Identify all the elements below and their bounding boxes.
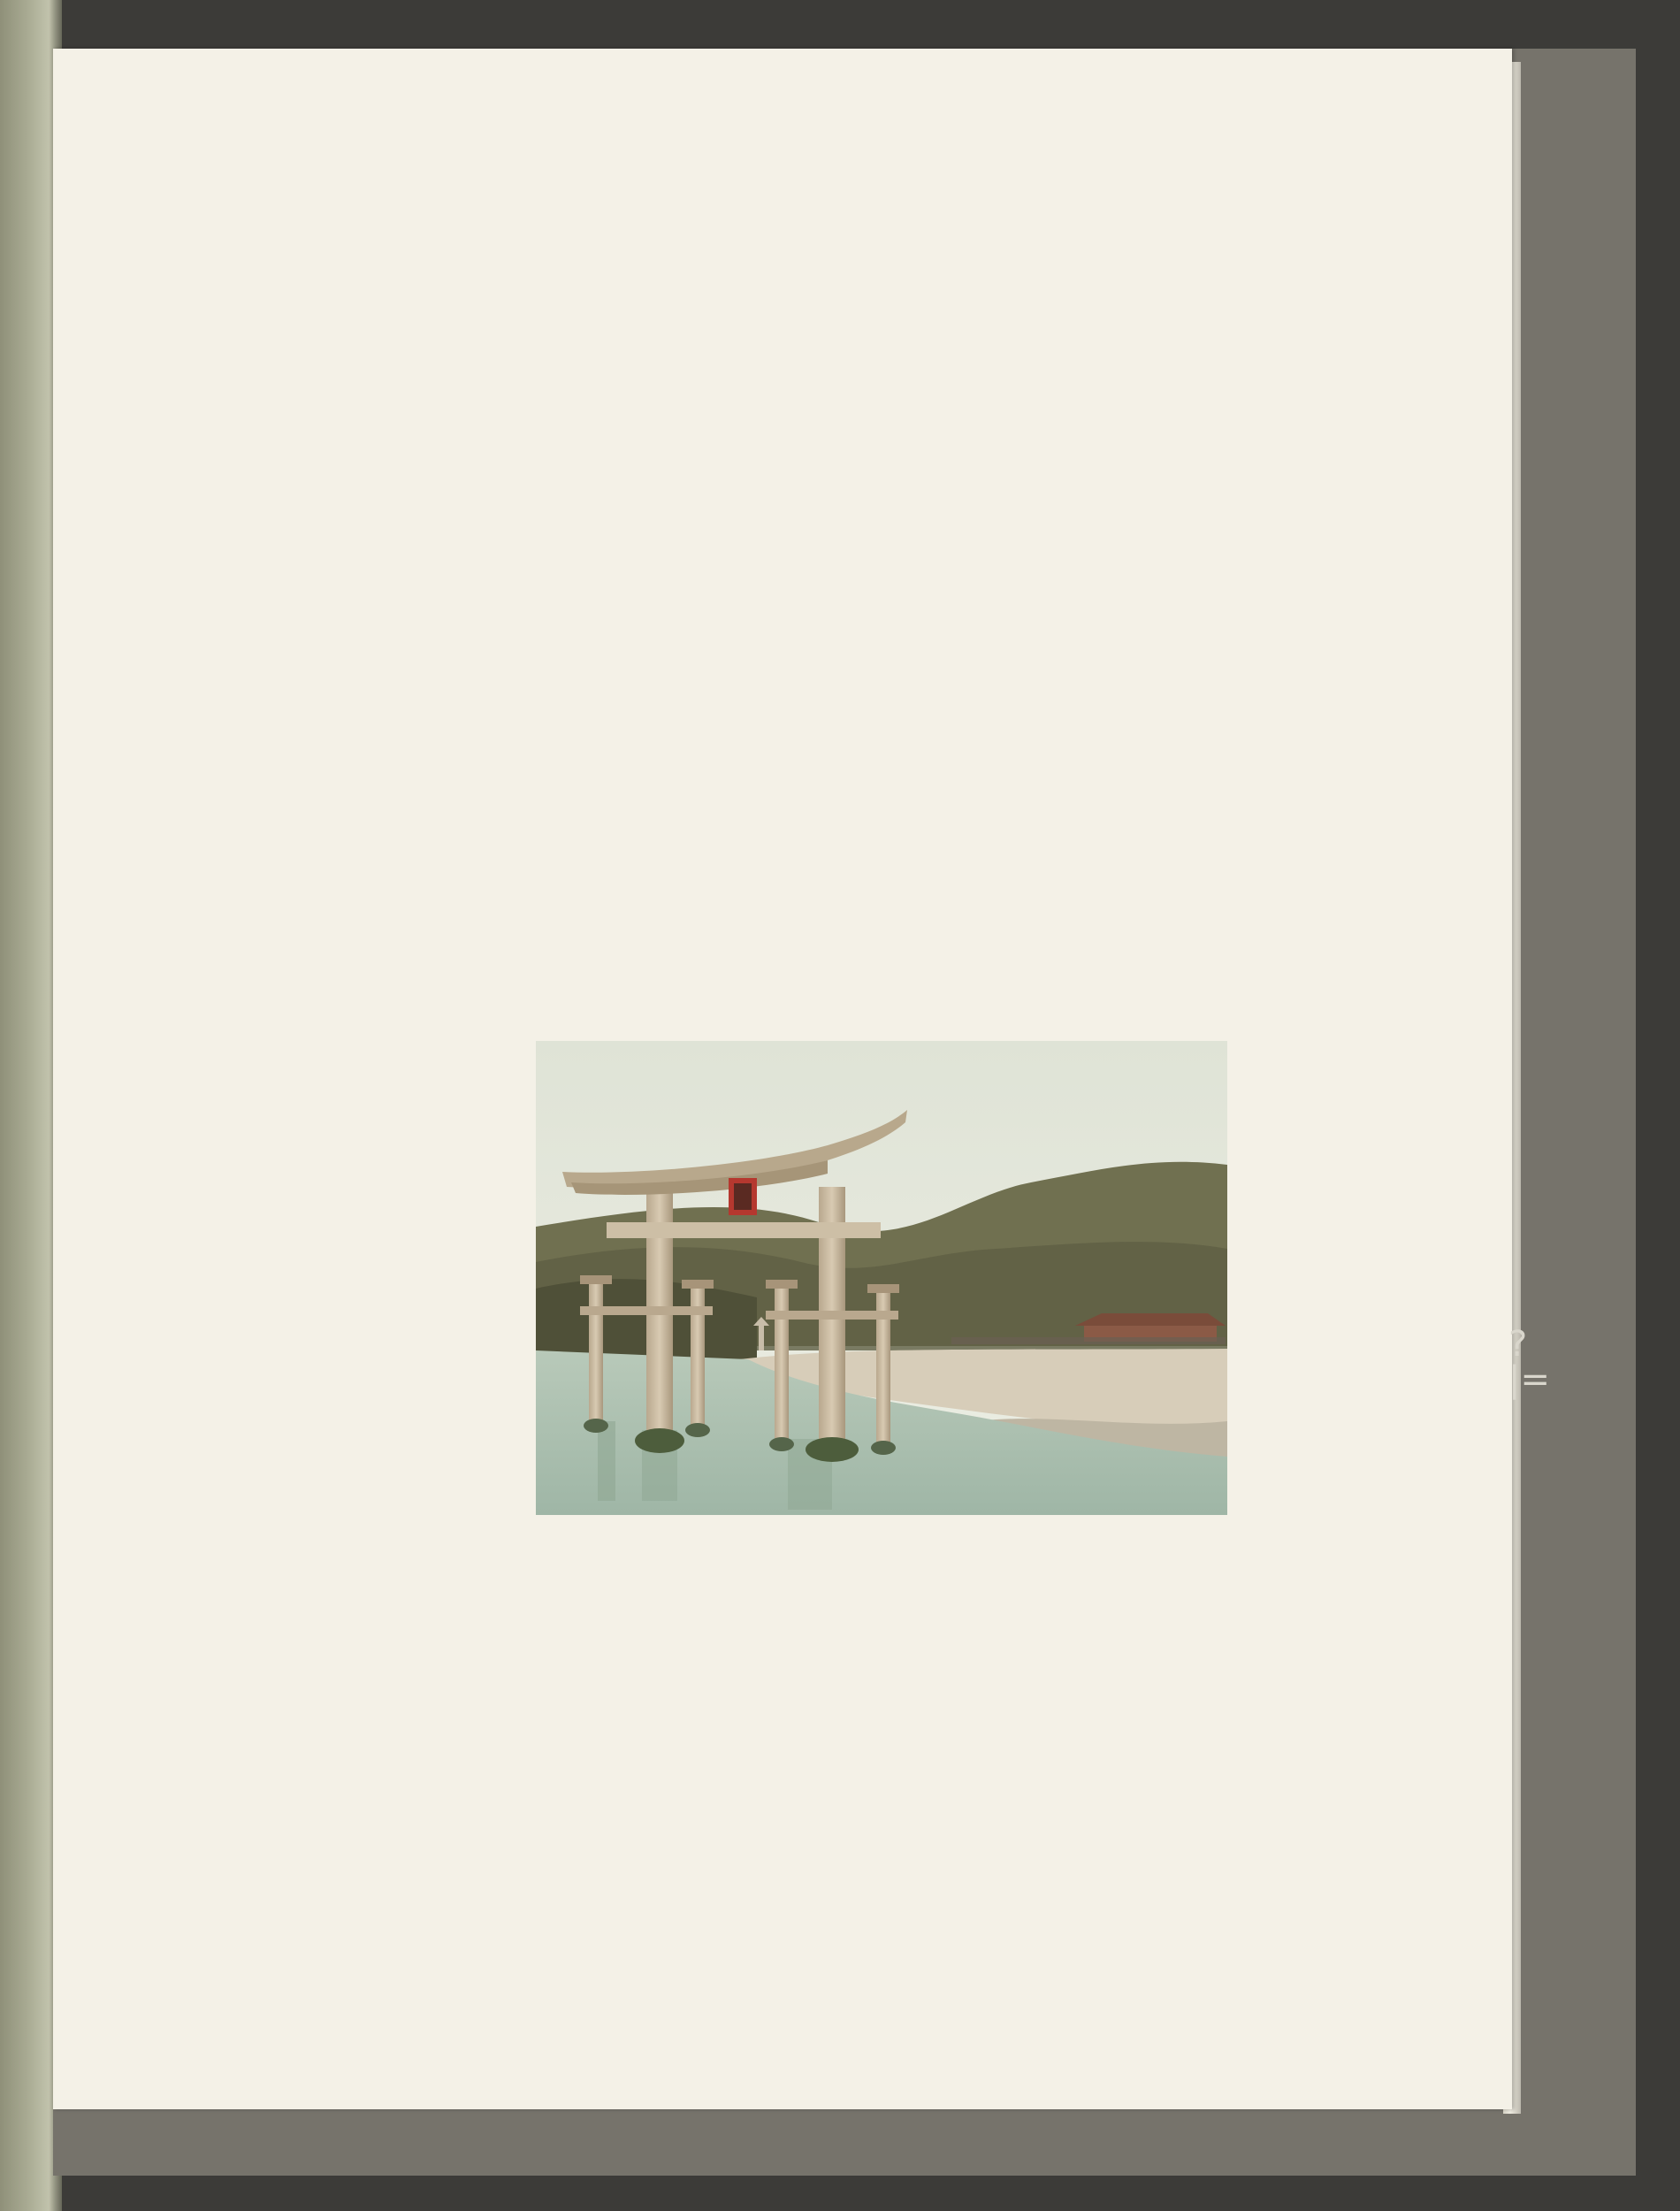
torii-photograph — [536, 1041, 1227, 1515]
page-edge-mark: ? |= — [1508, 1324, 1550, 1400]
photo-plate-torii — [536, 1041, 1227, 1515]
